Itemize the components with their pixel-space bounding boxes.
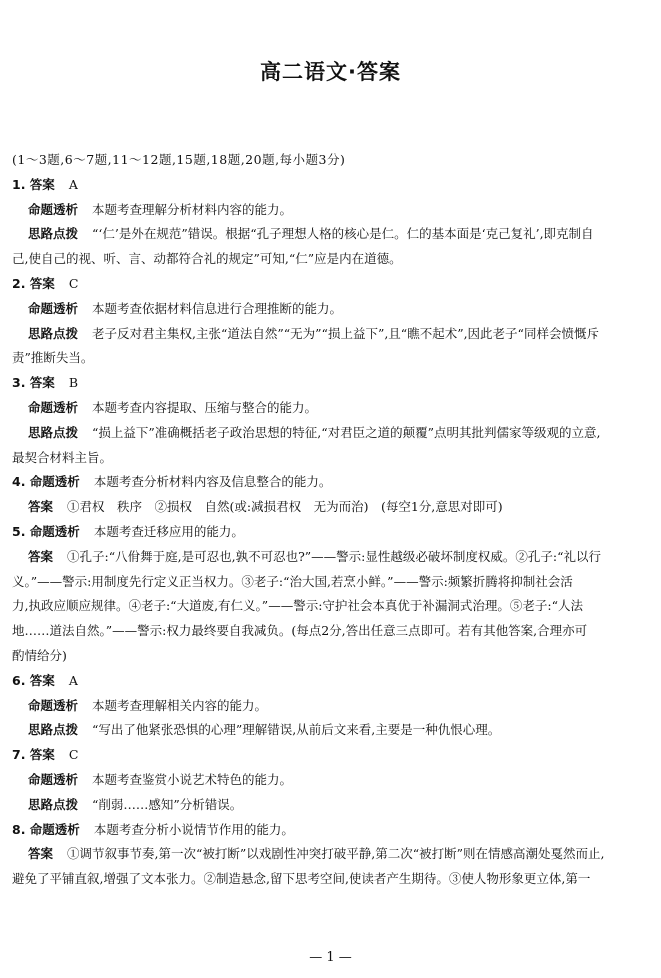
line-label: 2. 答案 [12, 275, 55, 291]
line-text: 本题考查分析材料内容及信息整合的能力。 [93, 474, 332, 490]
line-text: B [68, 375, 78, 391]
line-label: 思路点拨 [28, 226, 79, 242]
line-text: 本题考查迁移应用的能力。 [93, 523, 244, 539]
line-label: 思路点拨 [28, 424, 79, 440]
answer-line [12, 545, 650, 570]
line-text: 本题考查内容提取、压缩与整合的能力。 [92, 399, 318, 415]
answer-line [12, 322, 650, 347]
answer-line [12, 396, 650, 421]
answer-line [12, 743, 650, 768]
line-text: 地……道法自然。”——警示:权力最终要自我减负。(每点2分,答出任意三点即可。若有其他答案,合理亦可 [12, 623, 588, 639]
answer-line [12, 669, 650, 694]
line-text: 本题考查理解分析材料内容的能力。 [92, 201, 293, 217]
line-label: 5. 命题透析 [12, 523, 80, 539]
line-label: 思路点拨 [28, 796, 79, 812]
answer-line [12, 867, 650, 892]
page-number: — 1 — [309, 950, 352, 965]
line-text: 本题考查分析小说情节作用的能力。 [93, 821, 294, 837]
answer-line [12, 619, 650, 644]
page-title: 高二语文·答案 [260, 60, 401, 84]
line-label: 答案 [28, 846, 54, 862]
answer-line [12, 346, 650, 371]
line-label: 4. 命题透析 [12, 474, 80, 490]
line-text: 最契合材料主旨。 [12, 449, 113, 465]
answer-line [12, 173, 650, 198]
line-label: 3. 答案 [12, 375, 55, 391]
line-text: 本题考查鉴赏小说艺术特色的能力。 [92, 771, 293, 787]
answer-line [12, 718, 650, 743]
answer-line [12, 222, 650, 247]
answer-line [12, 694, 650, 719]
answer-line [12, 793, 650, 818]
line-label: 命题透析 [28, 771, 79, 787]
line-label: 命题透析 [28, 399, 79, 415]
answer-line [12, 297, 650, 322]
line-label: 命题透析 [28, 697, 79, 713]
answer-line [12, 818, 650, 843]
line-text: C [68, 747, 79, 763]
line-label: 1. 答案 [12, 176, 55, 192]
answer-line [12, 842, 650, 867]
answer-line [12, 421, 650, 446]
answer-line [12, 768, 650, 793]
line-label: 6. 答案 [12, 672, 55, 688]
line-label: 思路点拨 [28, 722, 79, 738]
line-text: A [68, 176, 78, 192]
answer-line [12, 594, 650, 619]
answer-line [12, 198, 650, 223]
line-text: 本题考查理解相关内容的能力。 [92, 697, 268, 713]
line-text: ①孔子:“八佾舞于庭,是可忍也,孰不可忍也?”——警示:显性越级必破坏制度权威。②孔子:“礼以行 [67, 548, 601, 564]
line-text: “损上益下”准确概括老子政治思想的特征,“对君臣之道的颠覆”点明其批判儒家等级观的立意, [92, 424, 601, 440]
line-text: 力,执政应顺应规律。④老子:“大道废,有仁义。”——警示:守护社会本真优于补漏洞式治理。⑤老子:“人法 [12, 598, 584, 614]
line-label: 思路点拨 [28, 325, 79, 341]
line-text: “写出了他紧张恐惧的心理”理解错误,从前后文来看,主要是一种仇恨心理。 [92, 722, 501, 738]
score-note: (1～3题,6～7题,11～12题,15题,18题,20题,每小题3分) [12, 152, 346, 167]
line-label: 7. 答案 [12, 747, 55, 763]
line-label: 答案 [28, 499, 54, 515]
line-label: 答案 [28, 548, 54, 564]
answer-line [12, 446, 650, 471]
line-text: 本题考查依据材料信息进行合理推断的能力。 [92, 300, 343, 316]
answer-line [12, 520, 650, 545]
answer-line [12, 371, 650, 396]
answer-line [12, 644, 650, 669]
line-text: 己,使自己的视、听、言、动都符合礼的规定”可知,“仁”应是内在道德。 [12, 251, 402, 267]
line-label: 命题透析 [28, 201, 79, 217]
line-text: 义。”——警示:用制度先行定义正当权力。③老子:“治大国,若烹小鲜。”——警示:频繁折腾将抑制社会活 [12, 573, 573, 589]
line-label: 命题透析 [28, 300, 79, 316]
line-text: 老子反对君主集权,主张“道法自然”“无为”“损上益下”,且“瞧不起术”,因此老子“同样会愤慨斥 [92, 325, 599, 341]
answer-line [12, 495, 650, 520]
answer-line [12, 247, 650, 272]
line-text: 避免了平铺直叙,增强了文本张力。②制造悬念,留下思考空间,使读者产生期待。③使人物形象更立体,第一 [12, 871, 591, 887]
line-text: C [68, 275, 79, 291]
answer-line [12, 570, 650, 595]
line-text: 酌情给分) [12, 647, 67, 663]
answer-content [12, 148, 650, 892]
line-text: A [68, 672, 78, 688]
answer-line [12, 470, 650, 495]
line-text: 责”推断失当。 [12, 350, 94, 366]
answer-lines [12, 173, 650, 892]
answer-line [12, 272, 650, 297]
line-text: ①君权 秩序 ②损权 自然(或:减损君权 无为而治) (每空1分,意思对即可) [67, 499, 503, 515]
line-text: “削弱……感知”分析错误。 [92, 796, 243, 812]
line-text: “‘仁’是外在规范”错误。根据“孔子理想人格的核心是仁。仁的基本面是‘克己复礼’,即克制自 [92, 226, 594, 242]
line-text: ①调节叙事节奏,第一次“被打断”以戏剧性冲突打破平静,第二次“被打断”则在情感高潮处戛然而止, [67, 846, 605, 862]
line-label: 8. 命题透析 [12, 821, 80, 837]
